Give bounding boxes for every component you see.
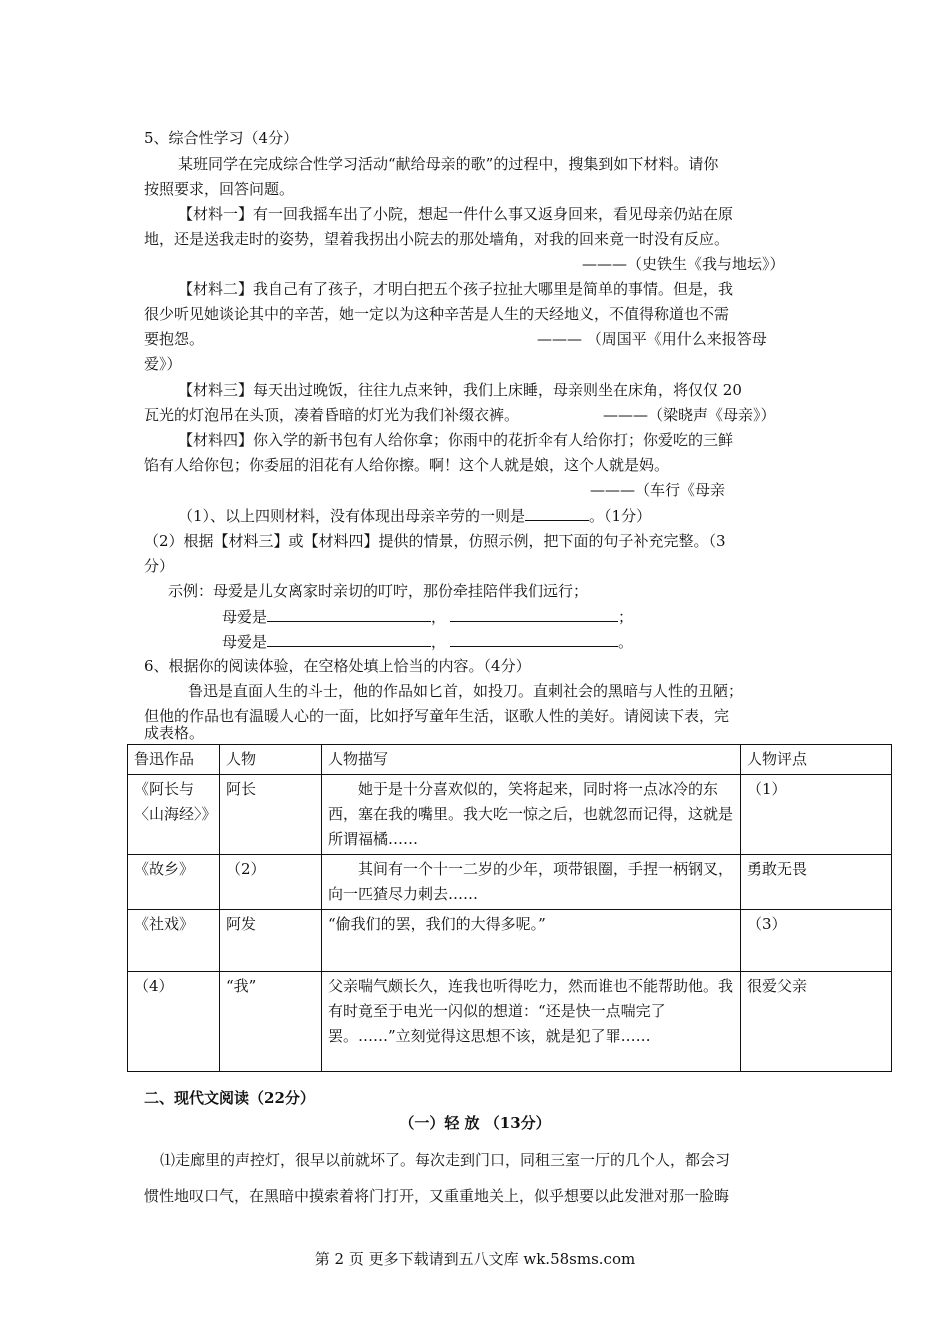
material1-line1: 【材料一】有一回我摇车出了小院，想起一件什么事又返身回来，看见母亲仍站在原	[178, 205, 734, 223]
table-cell-work: 《社戏》	[128, 910, 220, 972]
fill-line-1-end: ；	[618, 608, 634, 626]
fill-line-1	[222, 606, 633, 627]
table-cell-description: 父亲喘气颇长久，连我也听得吃力，然而谁也不能帮助他。我有时竟至于电光一闪似的想道：“还是快一点喘完了罢。……”立刻觉得这思想不该，就是犯了罪……	[322, 972, 741, 1072]
example-sentence: 示例：母爱是儿女离家时亲切的叮咛，那份牵挂陪伴我们远行；	[168, 582, 589, 600]
page-footer: 第 2 页 更多下载请到五八文库 wk.58sms.com	[314, 1250, 636, 1268]
luxun-table	[127, 744, 892, 1072]
material4-source: ———（车行《母亲	[590, 481, 726, 499]
section-title: 二、现代文阅读（22分）	[144, 1089, 315, 1107]
table-cell-work[interactable]: （4）	[128, 972, 220, 1072]
sub-question-1-text: （1）、以上四则材料，没有体现出母亲辛劳的一则是	[178, 507, 526, 525]
table-cell-work: 《故乡》	[128, 855, 220, 910]
reading-subtitle: （一）轻 放 （13分）	[399, 1114, 551, 1132]
q5-intro-line2: 按照要求，回答问题。	[144, 180, 295, 198]
table-cell-comment: 很爱父亲	[741, 972, 892, 1072]
answer-blank-3b[interactable]	[450, 631, 618, 647]
q5-title: 5、综合性学习（4分）	[144, 129, 299, 147]
answer-blank-2a[interactable]	[267, 606, 431, 622]
material2-line2: 很少听见她谈论其中的辛苦，她一定以为这种辛苦是人生的天经地义，不值得称道也不需	[144, 305, 730, 323]
table-row	[128, 910, 892, 972]
table-header-cell: 人物	[220, 745, 322, 775]
table-header-cell: 鲁迅作品	[128, 745, 220, 775]
sub-question-1-points: 。（1分）	[589, 507, 652, 525]
table-cell-character[interactable]: （2）	[220, 855, 322, 910]
table-header-row	[128, 745, 892, 775]
material1-source: ———（史铁生《我与地坛》）	[582, 255, 785, 273]
fill-line-2-comma: ，	[431, 633, 447, 651]
q6-para-line1: 鲁迅是直面人生的斗士，他的作品如匕首，如投刀。直刺社会的黑暗与人性的丑陋；	[188, 682, 744, 700]
table-cell-character: 阿长	[220, 775, 322, 855]
fill-line-2	[222, 631, 633, 652]
table-cell-character: “我”	[220, 972, 322, 1072]
answer-blank-2b[interactable]	[450, 606, 618, 622]
fill-line-2-prefix: 母爱是	[222, 633, 268, 651]
table-cell-description: “偷我们的罢，我们的大得多呢。”	[322, 910, 741, 972]
table-cell-comment[interactable]: （3）	[741, 910, 892, 972]
table-row	[128, 775, 892, 855]
material4-line2: 馅有人给你包；你委屈的泪花有人给你擦。啊！这个人就是娘，这个人就是妈。	[144, 456, 670, 474]
sub-question-2-line2: 分）	[144, 557, 175, 575]
material4-line1: 【材料四】你入学的新书包有人给你拿；你雨中的花折伞有人给你打；你爱吃的三鲜	[178, 431, 734, 449]
material2-line1: 【材料二】我自己有了孩子，才明白把五个孩子拉扯大哪里是简单的事情。但是，我	[178, 280, 734, 298]
reading-para-line1: ⑴走廊里的声控灯，很早以前就坏了。每次走到门口，同租三室一厅的几个人，都会习	[160, 1151, 731, 1169]
q6-para-line2: 但他的作品也有温暖人心的一面，比如抒写童年生活，讴歌人性的美好。请阅读下表，完	[144, 707, 730, 725]
fill-line-1-comma: ，	[431, 608, 447, 626]
answer-blank-3a[interactable]	[267, 631, 431, 647]
reading-para-line2: 惯性地叹口气，在黑暗中摸索着将门打开，又重重地关上，似乎想要以此发泄对那一脸晦	[144, 1187, 730, 1205]
fill-line-2-end: 。	[618, 633, 634, 651]
material1-line2: 地，还是送我走时的姿势，望着我拐出小院去的那处墙角，对我的回来竟一时没有反应。	[144, 230, 730, 248]
material2-source-cont: 爱》）	[144, 355, 182, 373]
fill-line-1-prefix: 母爱是	[222, 608, 268, 626]
answer-blank-1[interactable]	[525, 505, 589, 521]
table-header-cell: 人物评点	[741, 745, 892, 775]
q5-intro-line1: 某班同学在完成综合性学习活动“献给母亲的歌”的过程中，搜集到如下材料。请你	[178, 155, 719, 173]
sub-question-1	[178, 505, 651, 526]
material3-line2: 瓦光的灯泡吊在头顶，凑着昏暗的灯光为我们补缀衣裤。	[144, 406, 520, 424]
table-row	[128, 855, 892, 910]
material3-source: ———（梁晓声《母亲》）	[603, 406, 776, 424]
material2-source: ——— （周国平《用什么来报答母	[537, 330, 767, 348]
table-cell-comment[interactable]: （1）	[741, 775, 892, 855]
table-header-cell: 人物描写	[322, 745, 741, 775]
table-cell-comment: 勇敢无畏	[741, 855, 892, 910]
table-cell-work: 《阿长与〈山海经〉》	[128, 775, 220, 855]
material2-line3: 要抱怨。	[144, 330, 205, 348]
sub-question-2-line1: （2）根据【材料三】或【材料四】提供的情景，仿照示例，把下面的句子补充完整。（3	[144, 532, 726, 550]
material3-line1: 【材料三】每天出过晚饭，往往九点来钟，我们上床睡，母亲则坐在床角，将仅仅 20	[178, 381, 742, 399]
table-cell-description: 其间有一个十一二岁的少年，项带银圈，手捏一柄钢叉，向一匹猹尽力刺去……	[322, 855, 741, 910]
table-row	[128, 972, 892, 1072]
q6-para-line3: 成表格。	[144, 724, 205, 742]
table-cell-description: 她于是十分喜欢似的，笑将起来，同时将一点冰冷的东西，塞在我的嘴里。我大吃一惊之后，也就忽而记得，这就是所谓福橘……	[322, 775, 741, 855]
table-cell-character: 阿发	[220, 910, 322, 972]
q6-title: 6、根据你的阅读体验，在空格处填上恰当的内容。（4分）	[144, 657, 531, 675]
